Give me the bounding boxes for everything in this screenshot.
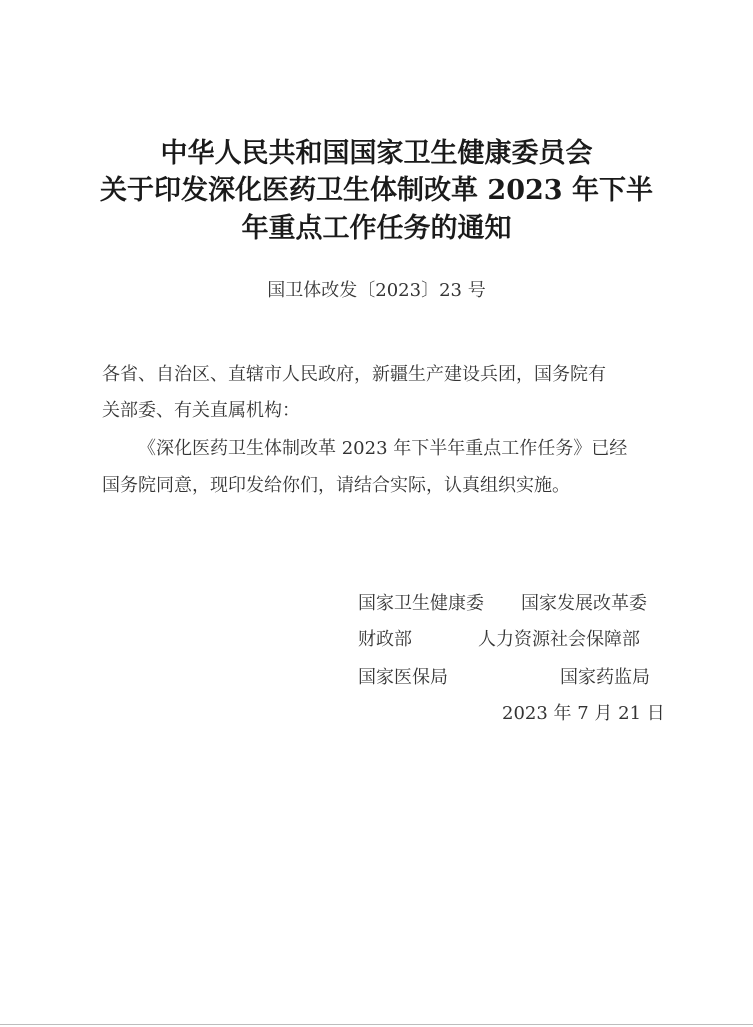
addressee-line-1: 各省、自治区、直辖市人民政府，新疆生产建设兵团，国务院有 [102,364,606,385]
body-line-2: 国务院同意，现印发给你们，请结合实际，认真组织实施。 [102,475,570,496]
document-title-line-3: 年重点工作任务的通知 [241,213,512,244]
signatory-nhc: 国家卫生健康委 [358,593,484,614]
page-bottom-divider [0,1024,753,1025]
issue-date: 2023 年 7 月 21 日 [502,703,665,724]
document-title-line-2: 关于印发深化医药卫生体制改革 2023 年下半 [100,175,653,206]
signatory-nhsa: 国家医保局 [358,667,448,688]
signatory-ndrc: 国家发展改革委 [521,593,647,614]
document-title-line-1: 中华人民共和国国家卫生健康委员会 [160,138,593,169]
body-line-1: 《深化医药卫生体制改革 2023 年下半年重点工作任务》已经 [138,438,628,459]
signatory-nmpa: 国家药监局 [560,667,650,688]
signatory-mof: 财政部 [358,629,412,650]
document-number: 国卫体改发〔2023〕23 号 [267,280,486,301]
signatory-mohrss: 人力资源社会保障部 [478,629,640,650]
addressee-line-2: 关部委、有关直属机构： [102,400,300,421]
